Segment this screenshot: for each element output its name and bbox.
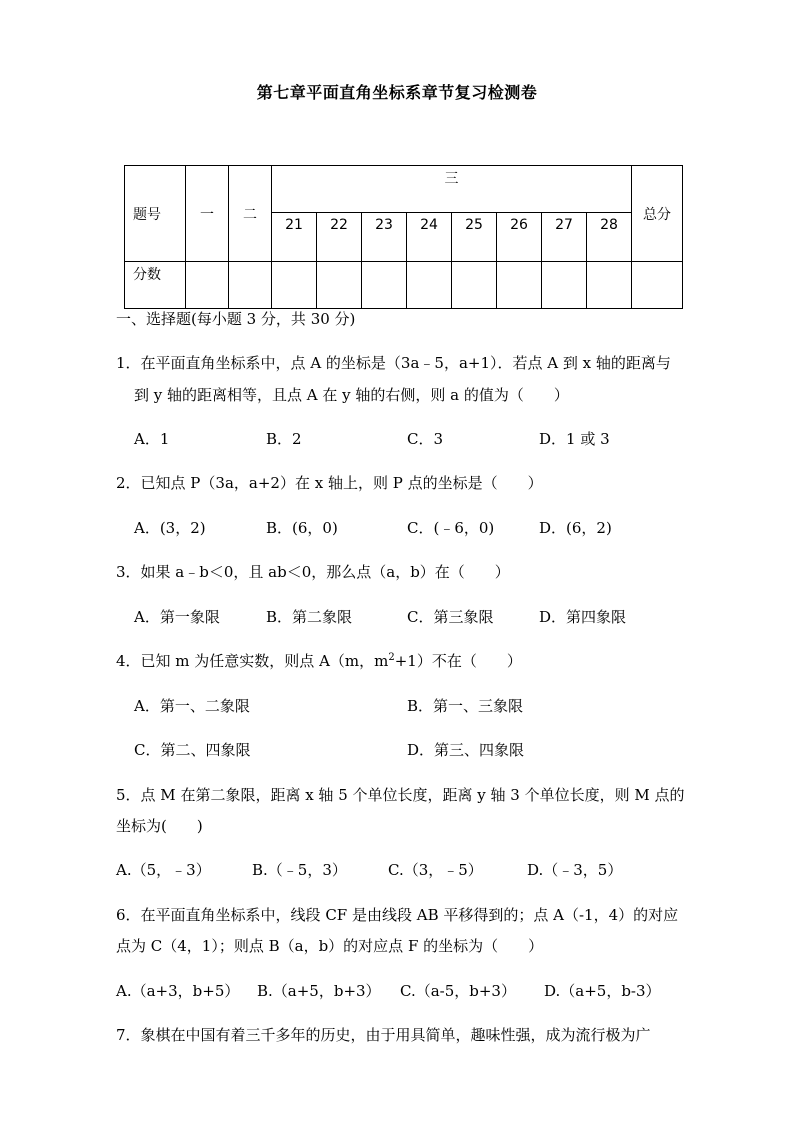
- question-number-cell: 24: [407, 213, 452, 262]
- score-cell: [587, 262, 632, 309]
- question-3-option-d: D．第四象限: [539, 608, 627, 626]
- score-cell: [186, 262, 229, 309]
- question-5-option-d: D.（﹣3，5）: [527, 861, 623, 879]
- question-5-option-b: B.（﹣5，3）: [252, 861, 347, 879]
- question-number-cell: 25: [452, 213, 497, 262]
- question-1-line-1: 1．在平面直角坐标系中，点 A 的坐标是（3a﹣5，a+1）．若点 A 到 x 轴的距离与: [116, 354, 671, 372]
- score-table: [124, 165, 683, 309]
- section-three-header: 三: [272, 166, 632, 213]
- score-cell: [362, 262, 407, 309]
- total-score-header: 总分: [632, 166, 683, 262]
- question-6-line-2: 点为 C（4，1）；则点 B（a，b）的对应点 F 的坐标为（ ）: [116, 937, 544, 955]
- superscript: 2: [388, 652, 395, 663]
- question-4-option-d: D．第三、四象限: [407, 741, 525, 759]
- score-row-label: 分数: [125, 262, 186, 309]
- question-5-option-c: C.（3，﹣5）: [388, 861, 483, 879]
- question-6-option-b: B.（a+5，b+3）: [257, 982, 381, 1000]
- question-6-option-c: C.（a-5，b+3）: [400, 982, 516, 1000]
- document-title: 第七章平面直角坐标系章节复习检测卷: [256, 83, 538, 102]
- question-4-option-b: B．第一、三象限: [407, 697, 524, 715]
- question-3-option-a: A．第一象限: [134, 608, 220, 626]
- question-number-label: 题号: [125, 166, 186, 262]
- question-1-option-c: C．3: [407, 430, 444, 448]
- score-cell: [542, 262, 587, 309]
- question-number-cell: 23: [362, 213, 407, 262]
- question-5-line-2: 坐标为( ): [116, 817, 203, 835]
- question-6-line-1: 6．在平面直角坐标系中，线段 CF 是由线段 AB 平移得到的；点 A（-1，4）的对应: [116, 906, 679, 924]
- question-2-option-a: A．(3，2): [134, 519, 206, 537]
- question-1-option-d: D．1 或 3: [539, 430, 610, 448]
- section-heading: 一、选择题(每小题 3 分，共 30 分): [116, 310, 356, 328]
- question-4-stem-after: +1）不在（ ）: [394, 652, 522, 670]
- score-cell: [632, 262, 683, 309]
- score-cell: [452, 262, 497, 309]
- question-number-cell: 22: [317, 213, 362, 262]
- question-2-option-b: B．(6，0): [266, 519, 338, 537]
- question-2-option-d: D．(6，2): [539, 519, 612, 537]
- section-one-header: 一: [186, 166, 229, 262]
- score-cell: [317, 262, 362, 309]
- question-4-option-c: C．第二、四象限: [134, 741, 251, 759]
- question-4-option-a: A．第一、二象限: [134, 697, 250, 715]
- question-3-stem: 3．如果 a﹣b＜0，且 ab＜0，那么点（a，b）在（ ）: [116, 563, 510, 581]
- question-number-cell: 27: [542, 213, 587, 262]
- question-5-line-1: 5．点 M 在第二象限，距离 x 轴 5 个单位长度，距离 y 轴 3 个单位长度，则 M 点的: [116, 786, 685, 804]
- question-2-stem: 2．已知点 P（3a，a+2）在 x 轴上，则 P 点的坐标是（ ）: [116, 474, 543, 492]
- score-cell: [229, 262, 272, 309]
- question-3-option-b: B．第二象限: [266, 608, 353, 626]
- question-7-line-1: 7．象棋在中国有着三千多年的历史，由于用具简单，趣味性强，成为流行极为广: [116, 1026, 651, 1044]
- question-4-stem: [116, 650, 522, 671]
- question-1-option-a: A．1: [134, 430, 170, 448]
- question-1-option-b: B．2: [266, 430, 302, 448]
- question-6-option-d: D.（a+5，b-3）: [544, 982, 661, 1000]
- section-two-header: 二: [229, 166, 272, 262]
- question-1-line-2: 到 y 轴的距离相等，且点 A 在 y 轴的右侧，则 a 的值为（ ）: [134, 386, 569, 404]
- question-5-option-a: A.（5，﹣3）: [116, 861, 211, 879]
- score-cell: [497, 262, 542, 309]
- question-number-cell: 26: [497, 213, 542, 262]
- question-3-option-c: C．第三象限: [407, 608, 494, 626]
- question-number-cell: 21: [272, 213, 317, 262]
- score-cell: [407, 262, 452, 309]
- question-2-option-c: C．(﹣6，0): [407, 519, 495, 537]
- score-cell: [272, 262, 317, 309]
- question-number-cell: 28: [587, 213, 632, 262]
- question-4-stem-before: 4．已知 m 为任意实数，则点 A（m，m: [116, 652, 389, 670]
- question-6-option-a: A.（a+3，b+5）: [116, 982, 240, 1000]
